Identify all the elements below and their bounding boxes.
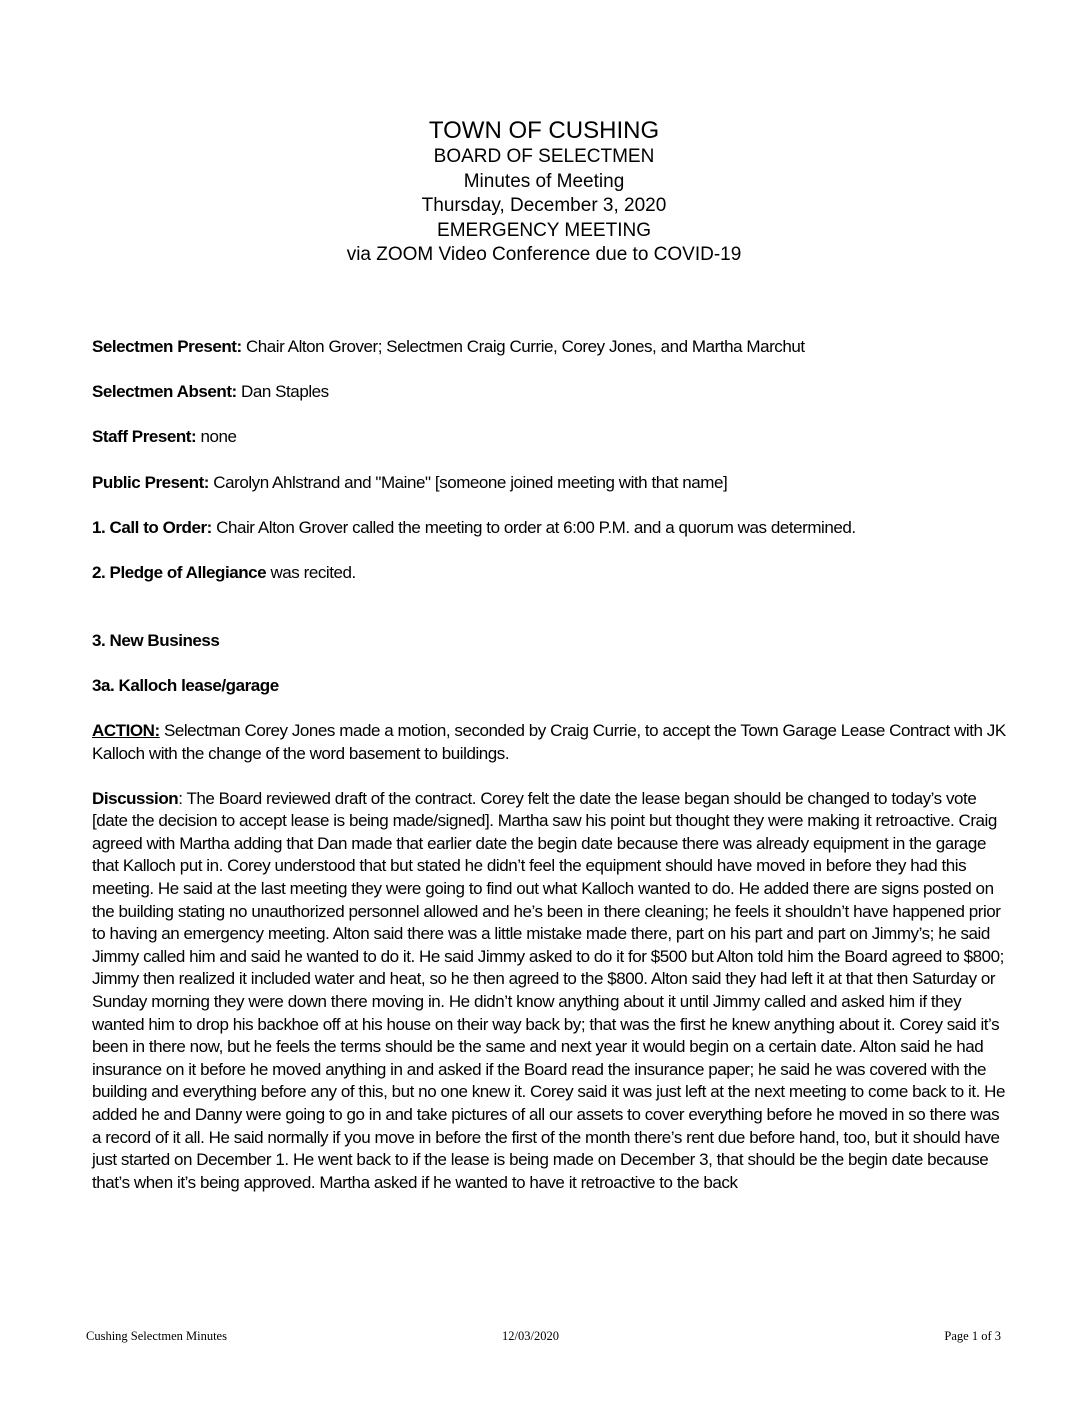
- selectmen-present-value: Chair Alton Grover; Selectmen Craig Currie, Corey Jones, and Martha Marchut: [241, 337, 805, 356]
- item-3a-label: 3a. Kalloch lease/garage: [92, 675, 279, 695]
- meeting-type: EMERGENCY MEETING: [437, 219, 651, 241]
- doc-type: Minutes of Meeting: [463, 170, 625, 192]
- call-to-order-label: 1. Call to Order:: [92, 517, 212, 537]
- selectmen-present: [92, 336, 1012, 359]
- minutes-body: [92, 336, 1012, 1194]
- discussion-paragraph: [92, 788, 1012, 1195]
- footer-page-number: Page 1 of 3: [944, 1329, 1001, 1343]
- item-3a-heading: [92, 675, 1012, 698]
- public-present: [92, 472, 1012, 495]
- pledge: [92, 562, 1012, 585]
- action-text: Selectman Corey Jones made a motion, seconded by Craig Currie, to accept the Town Garage Lease Contract with JK Kalloch with the change of the word basement to buildings.: [92, 720, 1006, 763]
- staff-present-value: none: [196, 427, 237, 447]
- action-label: ACTION:: [92, 720, 160, 740]
- footer-title: Cushing Selectmen Minutes: [86, 1329, 227, 1343]
- pledge-text: was recited.: [266, 562, 356, 582]
- call-to-order: [92, 517, 1012, 540]
- selectmen-absent-value: Dan Staples: [236, 382, 329, 402]
- board-title: BOARD OF SELECTMEN: [433, 146, 655, 167]
- staff-present: [92, 426, 1012, 449]
- selectmen-absent: [92, 381, 1012, 404]
- meeting-venue: via ZOOM Video Conference due to COVID-19: [346, 244, 742, 265]
- public-present-label: Public Present:: [92, 472, 210, 492]
- selectmen-present-label: Selectmen Present:: [92, 337, 242, 356]
- action-paragraph: [92, 720, 1012, 765]
- pledge-label: 2. Pledge of Allegiance: [92, 562, 267, 582]
- staff-present-label: Staff Present:: [92, 427, 197, 447]
- discussion-text: : The Board reviewed draft of the contract. Corey felt the date the lease began should be changed to today’s vote [date the decision to accept lease is being made/signed]. Martha saw his point but thought they were making it retroactive. Craig agreed with Martha adding that Dan made that earlier date the begin date because there was already equipment in the garage that Kalloch put in. Corey understood that but stated he didn’t feel the equipment should have moved in before they had this meeting. He said at the last meeting they were going to find out what Kalloch wanted to do. He added there are signs posted on the building stating no unauthorized personnel allowed and he’s been in there cleaning; he feels it shouldn’t have happened prior to having an emergency meeting. Alton said there was a little mistake made there, part on his part and part on Jimmy’s; he said Jimmy called him and said he wanted to do it. He said Jimmy asked to do it for $500 but Alton told him the Board agreed to $800; Jimmy then realized it included water and heat, so he then agreed to the $800. Alton said they had left it at that then Saturday or Sunday morning they were down there moving in. He didn’t know anything about it until Jimmy called and asked him if they wanted him to drop his backhoe off at his house on their way back by; that was the first he knew anything about it. Corey said it’s been in there now, but he feels the terms should be the same and next year it would begin on a certain date. Alton said he had insurance on it before he moved anything in and asked if the Board read the insurance paper; he said he was covered with the building and everything before any of this, but no one knew it. Corey said it was just left at the next meeting to come back to it. He added he and Danny were going to go in and take pictures of all our assets to cover everything before he moved in so there was a record of it all. He said normally if you move in before the first of the month there’s rent due before hand, too, but it should have just started on December 1. He went back to if the lease is being made on December 3, that should be the begin date because that’s when it’s being approved. Martha asked if he wanted to have it retroactive to the back: [92, 788, 1006, 1192]
- selectmen-absent-label: Selectmen Absent:: [92, 382, 237, 402]
- public-present-value: Carolyn Ahlstrand and "Maine" [someone joined meeting with that name]: [209, 472, 728, 492]
- discussion-label: Discussion: [92, 788, 179, 808]
- footer-date: 12/03/2020: [502, 1329, 559, 1343]
- new-business-heading: [92, 630, 1012, 653]
- town-title: TOWN OF CUSHING: [428, 117, 660, 144]
- meeting-date: Thursday, December 3, 2020: [421, 195, 667, 216]
- document-header: [0, 117, 1088, 268]
- call-to-order-text: Chair Alton Grover called the meeting to order at 6:00 P.M. and a quorum was determined.: [211, 517, 856, 537]
- new-business-label: 3. New Business: [92, 630, 220, 650]
